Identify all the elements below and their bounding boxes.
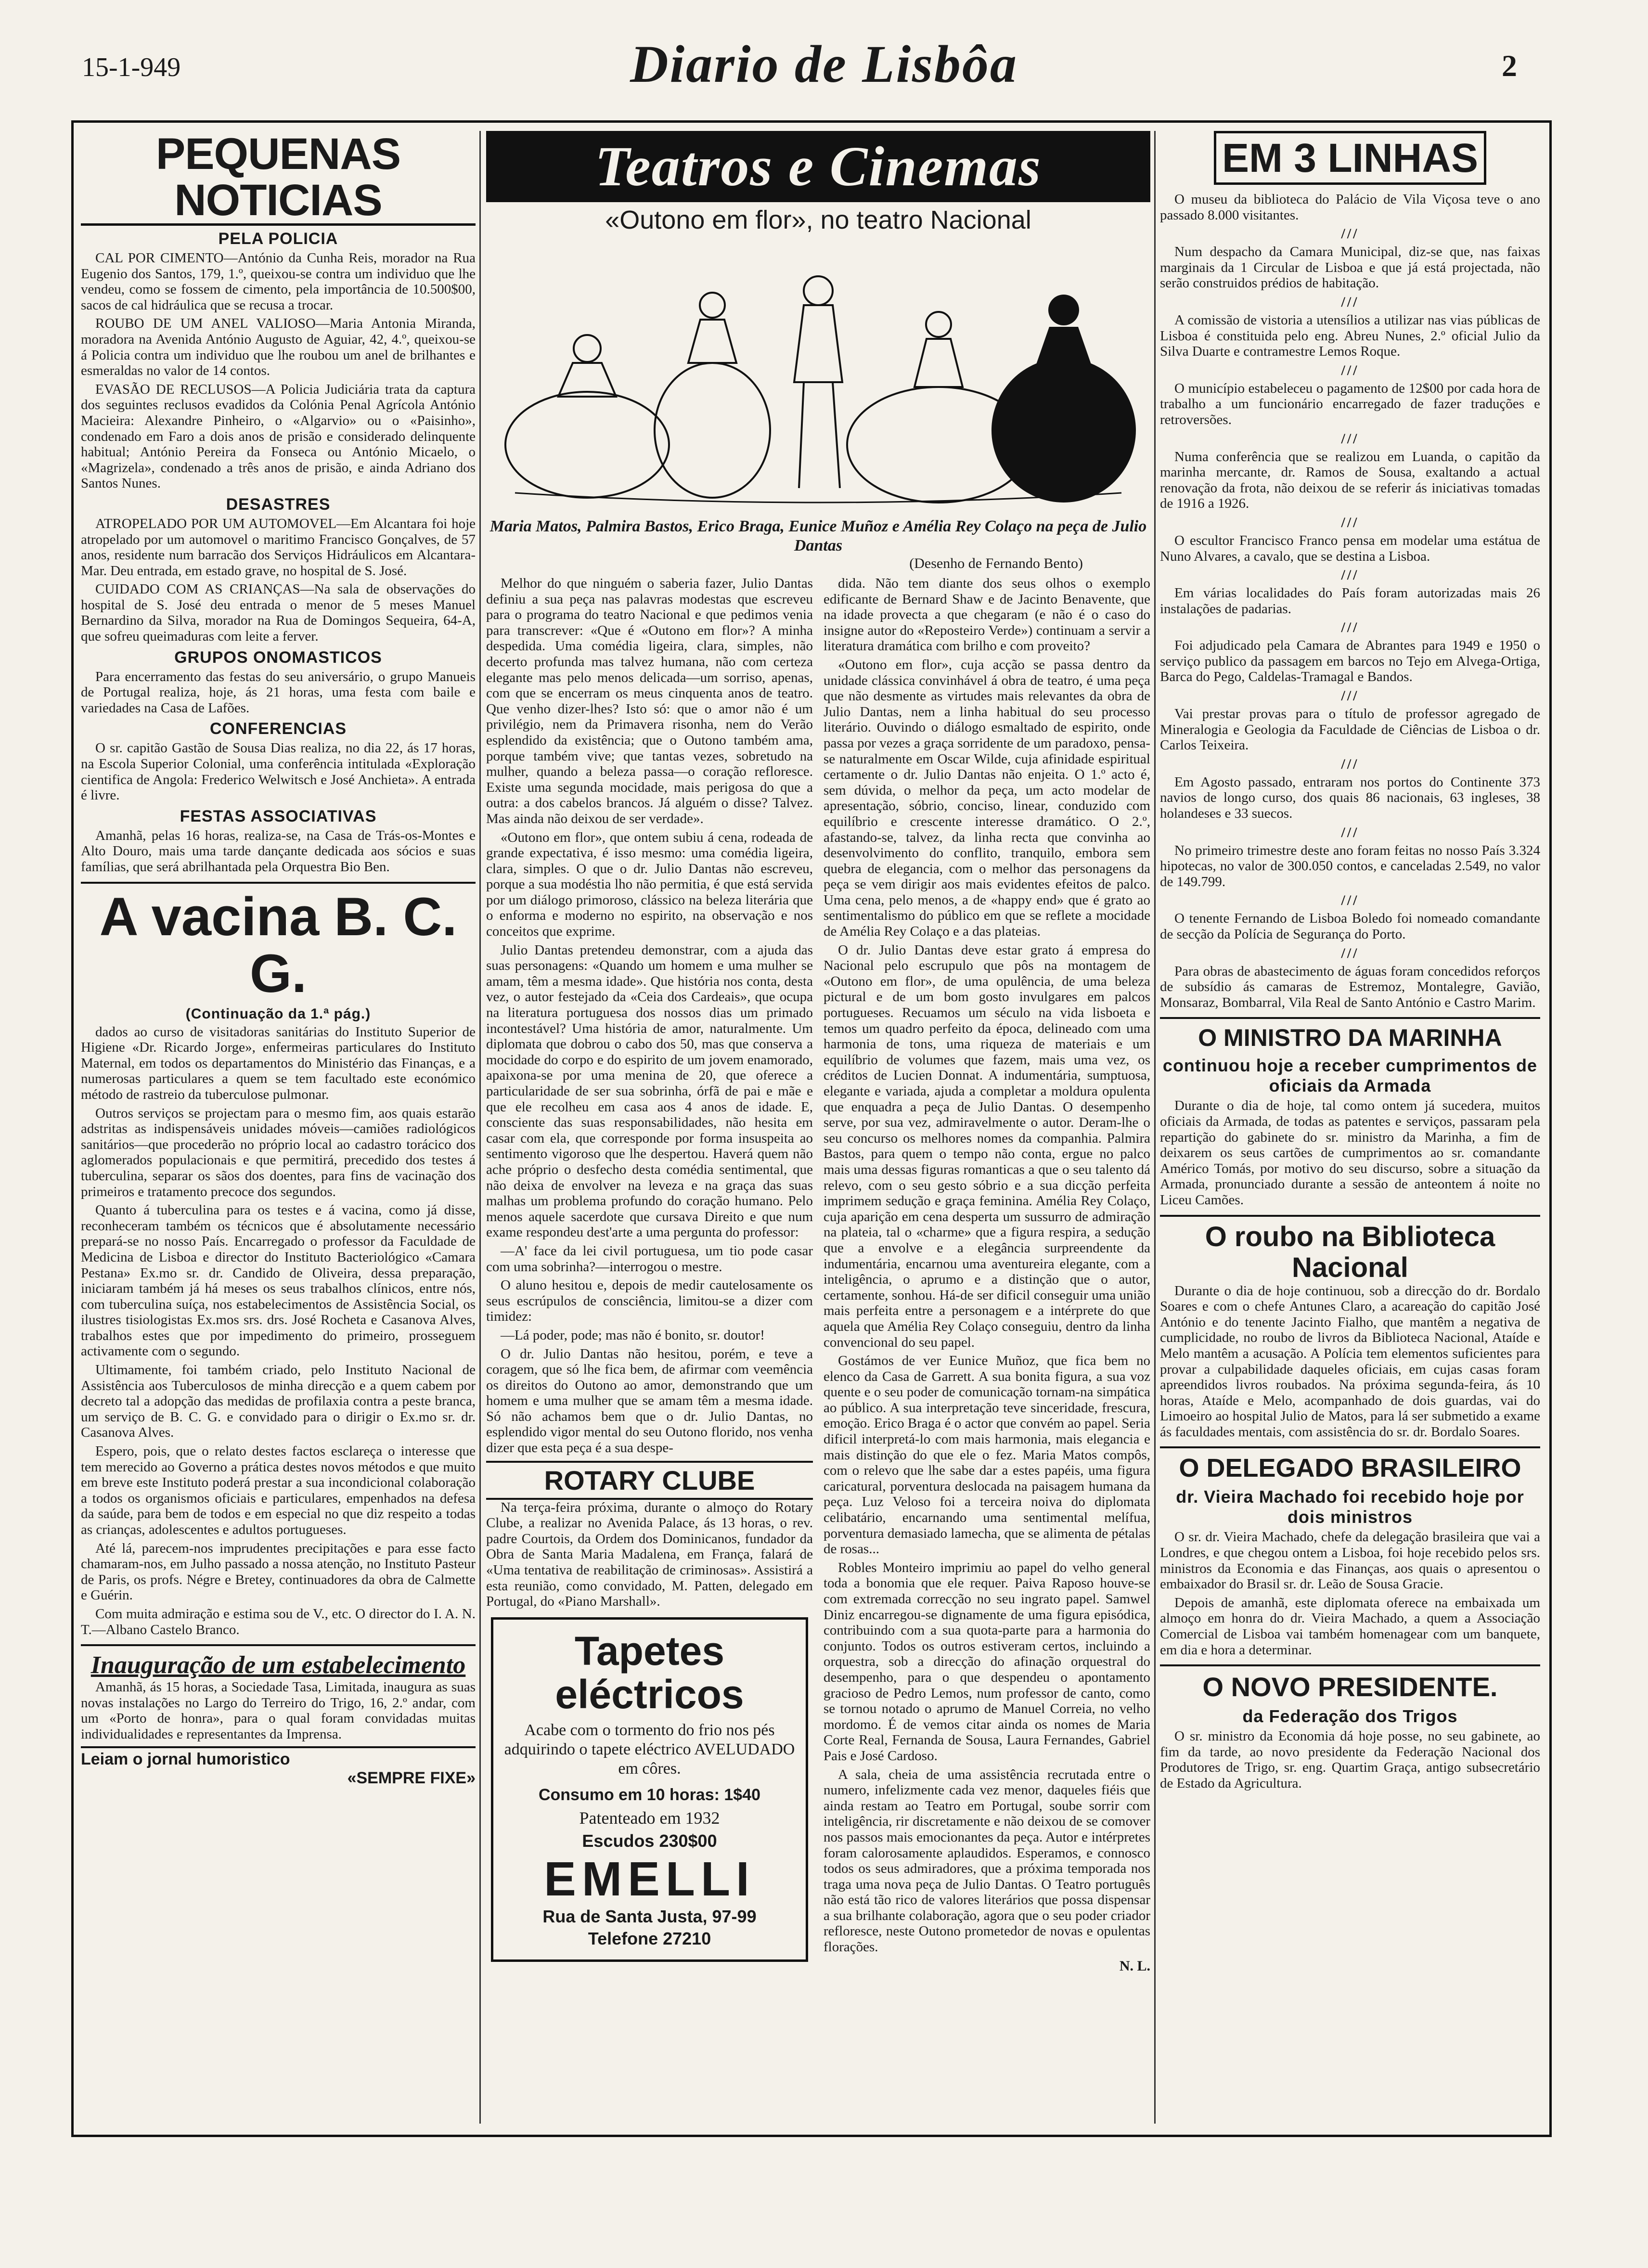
brief-item: Foi adjudicado pela Camara de Abrantes para 1949 e 1950 o serviço publico da passagem em barcos no Tejo em Alvega-Ortiga, Barca do Pego, Caldelas-Tramagal e Bandos. [1160,638,1540,685]
review-signature: N. L. [1119,1958,1150,1974]
news-paragraph: Amanhã, pelas 16 horas, realiza-se, na Casa de Trás-os-Montes e Alto Douro, mais uma tarde dançante dedicada aos sócios e suas famílias, que será abrilhantada pela Orquestra Bio Ben. [81,827,476,875]
issue-date: 15-1-949 [82,52,181,82]
article-paragraph: O sr. dr. Vieira Machado, chefe da delegação brasileira que vai a Londres, e que chegou ontem a Lisboa, foi hoje recebido pelos srs. ministros da Economia e das Finanças, aos quais o apresentou o embaixador do Brasil sr. dr. Leão de Sousa Gracie. [1160,1529,1540,1592]
brief-separator: /// [1341,824,1359,840]
review-paragraph: dida. Não tem diante dos seus olhos o exemplo edificante de Bernard Shaw e de Jacinto Benavente, que na idade provecta a que chegaram (e não é o caso do insigne autor do «Reposteiro Verde») continuam a servir a literatura dramática com brilho e com proveito? [824,576,1150,654]
rule [1160,1664,1540,1666]
ad-text: Patenteado em 1932 [579,1808,720,1828]
review-subcolumn-left [486,576,813,1974]
ad-title: Tapetes eléctricos [555,1628,744,1717]
illustration-credit: (Desenho de Fernando Bento) [909,555,1083,571]
news-paragraph: CUIDADO COM AS CRIANÇAS—Na sala de observações do hospital de S. José deu entrada o menor de 5 meses Manuel Bernardino da Silva, morador na Rua de Domingos Sequeira, 64-A, que sofreu queimaduras com leite a ferver. [81,581,476,644]
ministro-title: O MINISTRO DA MARINHA [1198,1024,1502,1052]
brief-item: O escultor Francisco Franco pensa em modelar uma estátua de Nuno Alvares, a cavalo, que se destina a Lisboa. [1160,532,1540,564]
review-paragraph: —A' face da lei civil portuguesa, um tio pode casar com uma sobrinha?—interrogou o mestre. [486,1243,813,1275]
rotary-box [486,1461,813,1500]
brief-separator: /// [1341,756,1359,772]
section-heading: GRUPOS ONOMASTICOS [174,648,382,667]
brief-separator: /// [1341,688,1359,704]
brief-item: Numa conferência que se realizou em Luanda, o capitão da marinha mercante, dr. Ramos de Sousa, exaltando a actual renovação da frota, não deixou de se referir ás iniciativas tomadas de 1916 a 1926. [1160,449,1540,512]
rule [81,1644,476,1646]
article-paragraph: Durante o dia de hoje continuou, sob a direcção do dr. Bordalo Soares e com o chefe Antunes Claro, a acareação do capitão José António e do tenente Jacinto Fialho, que mantêm a negativa de cumplicidade, no roubo de livros da Biblioteca Nacional, Ataíde e Melo mantêm a acusação. A Polícia tem elementos suficientes para provar a culpabilidade daqueles oficiais, em cujas casas foram apreendidos livros roubados. Na próxima segunda-feira, ás 10 horas, Ataíde e Melo, acompanhado de dois guardas, vai do Limoeiro ao hospital Julio de Matos, para lá ser submetido a exame ás faculdades mentais, com assistência do sr. dr. Bordalo Soares. [1160,1283,1540,1440]
presidente-subtitle: da Federação dos Trigos [1242,1706,1458,1727]
review-paragraph: O dr. Julio Dantas não hesitou, porém, e teve a coragem, que só lhe fica bem, de afirmar com veemência os direitos do Outono ao amor, demonstrando que um homem e uma mulher que se amam têm a mesma idade. Só não achamos bem que o dr. Julio Dantas, no esplendido vigor mental do seu Outono florido, nos venha dizer que esta peça é a sua despe- [486,1346,813,1456]
promo-line: «SEMPRE FIXE» [347,1768,476,1787]
news-paragraph: ROUBO DE UM ANEL VALIOSO—Maria Antonia Miranda, moradora na Avenida António Augusto de Aguiar, 42, 4.º, queixou-se á Policia contra um individuo que lhe roubou um anel de brilhantes e esmeraldas no valor de 14 contos. [81,316,476,379]
pequenas-noticias-title: PEQUENAS NOTICIAS [81,131,476,226]
brief-item: O museu da biblioteca do Palácio de Vila Viçosa teve o ano passado 8.000 visitantes. [1160,192,1540,223]
brief-separator: /// [1341,226,1359,242]
promo-box [81,1746,476,1788]
page-number: 2 [1502,49,1517,83]
rule [81,882,476,884]
theatre-headline: «Outono em flor», no teatro Nacional [605,206,1031,234]
article-paragraph: Até lá, parecem-nos imprudentes precipitações e para esse facto chamaram-nos, em Julho passado a nossa atenção, no Instituto Pasteur de Paris, os profs. Négre e Bretey, continuadores da obra de Calmette e Guérin. [81,1540,476,1603]
roubo-title: O roubo na Biblioteca Nacional [1205,1221,1495,1283]
newspaper-title: Diario de Lisbôa [630,35,1018,93]
left-column [81,131,476,2128]
delegado-title: O DELEGADO BRASILEIRO [1179,1454,1521,1483]
delegado-subtitle: dr. Vieira Machado foi recebido hoje por dois ministros [1176,1487,1524,1527]
section-heading: FESTAS ASSOCIATIVAS [180,807,377,825]
illustration-caption: Maria Matos, Palmira Bastos, Erico Braga, Eunice Muñoz e Amélia Rey Colaço na peça de Julio Dantas [489,517,1147,554]
article-paragraph: Depois de amanhã, este diplomata oferece na embaixada um almoço em honra do dr. Vieira Machado, a quem a Associação Comercial de Lisboa vai também homenagear com um banquete, em dia e hora a determinar. [1160,1595,1540,1658]
brief-separator: /// [1341,430,1359,447]
news-paragraph: O sr. capitão Gastão de Sousa Dias realiza, no dia 22, ás 17 horas, na Escola Superior Colonial, uma conferência intitulada «Exploração cientifica de Angola: Frederico Welwitsch e José Anchieta». A entrada é livre. [81,740,476,803]
article-paragraph: dados ao curso de visitadoras sanitárias do Instituto Superior de Higiene «Dr. Ricardo Jorge», enfermeiras particulares do Instituto Maternal, em todos os departamentos do Ministério das Finanças, e a numerosas particulares a quem se tem facultado este económico método de rastreio da tuberculose pulmonar. [81,1024,476,1102]
section-heading: DESASTRES [226,495,331,514]
review-paragraph: A sala, cheia de uma assistência recrutada entre o numero, infelizmente cada vez menor, daqueles fiéis que ainda restam ao Teatro em Portugal, soube sorrir com inteligência, rir discretamente e não deixou de se comover nos passos mais emocionantes da peça. Autor e intérpretes foram calorosamente aplaudidos. Esperamos, e connosco todos os seus admiradores, que a próxima temporada nos traga uma nova peça de Julio Dantas. O Teatro português não está tão rico de valores literários que possa dispensar a sua brilhante colaboração, agora que o seu poder criador refloresce, neste Outono prometedor de novas e opulentas florações. [824,1766,1150,1955]
vacina-subtitle: (Continuação da 1.ª pág.) [185,1005,371,1022]
brief-separator: /// [1341,362,1359,378]
article-paragraph: Amanhã, ás 15 horas, a Sociedade Tasa, Limitada, inaugura as suas novas instalações no Largo do Terreiro do Trigo, 16, 2.º andar, com um «Porto de honra», para o qual foram convidadas muitas individualidades e representantes da Imprensa. [81,1679,476,1742]
promo-line: Leiam o jornal humoristico [81,1750,290,1768]
presidente-title: O NOVO PRESIDENTE. [1202,1672,1498,1702]
em-3-linhas-title: EM 3 LINHAS [1214,131,1486,185]
article-paragraph: Espero, pois, que o relato destes factos esclareça o interesse que tem merecido ao Governo a prática destes novos métodos e que muito em breve este Instituto poderá prestar a sua incondicional colaboração a todos os organismos oficiais e particulares, empenhados na defesa da saúde, para bem de todos e em especial no que diz respeito a todas as crianças, adolescentes e adultos portugueses. [81,1443,476,1537]
column-divider [479,131,481,2124]
review-paragraph: Julio Dantas pretendeu demonstrar, com a ajuda das suas personagens: «Quando um homem e uma mulher se amam, têm a mesma idade». Que história nos conta, desta vez, o autor festejado da «Ceia dos Cardeais», que ocupa na literatura portuguesa dos nossos dias um primado incontestável? Uma história de amor, naturalmente. Um diplomata que dobrou o cabo dos 50, mas que conserva a mocidade do corpo e do espirito de um jovem enamorado, apaixona-se por uma menina de 20, que oferece a particularidade de ser sua sobrinha, órfã de pai e mãe e que ele recolheu em casa aos 4 anos de idade. E, consciente das suas responsabilidades, não hesita em casar com ela, que corresponde por forma insuspeita ao sentimento vigoroso que lhe despertou. Haverá quem não ache próprio o desfecho desta comédia sentimental, que não deixa de envolver na leveza e na graça das suas malhas um problema profundo do coração humano. Pelo menos aquele sacerdote que cursava Direito e que num exame respondeu dest'arte a uma pergunta do professor: [486,942,813,1240]
article-paragraph: Outros serviços se projectam para o mesmo fim, aos quais estarão adstritas as indispensáveis unidades móveis—camiões radiológicos sanitários—que procederão no próprio local ao cadastro torácico dos aglomerados populacionais e que permitirá, precedido dos testes á tuberculina, separar os sãos dos doentes, para fins de vacinação dos primeiros e tratamento precoce dos segundos. [81,1105,476,1199]
article-paragraph: Quanto á tuberculina para os testes e á vacina, como já disse, reconheceram também os técnicos que é absolutamente necessário prepará-se no nosso País. Encarregado o professor da Faculdade de Medicina de Lisboa e director do Instituto Bacteriológico «Camara Pestana» Ex.mo sr. dr. Candido de Oliveira, dessa preparação, iniciaram também já há meses os seus trabalhos clínicos, entre nós, com tuberculina suíça, nos estabelecimentos de Assistência Social, os ilustres tisiologistas Ex.mos srs. drs. José Rocheta e Casanova Alves, trabalhos estes que por impedimento do primeiro, prosseguem activamente com o segundo. [81,1202,476,1359]
brief-item: Vai prestar provas para o título de professor agregado de Mineralogia e Geologia da Faculdade de Ciências de Lisboa o dr. Carlos Teixeira. [1160,706,1540,753]
ad-text: Acabe com o tormento do frio nos pés adquirindo o tapete eléctrico AVELUDADO em côres. [504,1721,795,1778]
rule [1160,1017,1540,1019]
ad-address: Rua de Santa Justa, 97-99 [542,1906,757,1926]
brief-item: O tenente Fernando de Lisboa Boledo foi nomeado comandante de secção da Polícia de Segurança do Porto. [1160,911,1540,942]
column-divider [1154,131,1156,2124]
ministro-subtitle: continuou hoje a receber cumprimentos de oficiais da Armada [1162,1056,1538,1096]
brief-item: No primeiro trimestre deste ano foram feitas no nosso País 3.324 hipotecas, no valor de 300.050 contos, e canceladas 2.549, no valor de 149.799. [1160,842,1540,889]
right-column [1160,131,1540,2128]
article-paragraph: Com muita admiração e estima sou de V., etc. O director do I. A. N. T.—Albano Castelo Branco. [81,1606,476,1637]
brief-item: A comissão de vistoria a utensílios a utilizar nas vias públicas de Lisboa é constituida pelo eng. Abreu Nunes, 2.º oficial Julio da Silva Duarte e contramestre Lemos Roque. [1160,312,1540,360]
theatre-illustration [486,238,1150,517]
brief-item: Num despacho da Camara Municipal, diz-se que, nas faixas marginais da 1 Circular de Lisboa e que já está projectada, não serão construidos prédios de habitação. [1160,244,1540,291]
masthead [0,0,1648,125]
ad-text: Escudos 230$00 [582,1830,717,1851]
brief-separator: /// [1341,514,1359,530]
review-paragraph: —Lá poder, pode; mas não é bonito, sr. doutor! [501,1327,765,1343]
news-paragraph: CAL POR CIMENTO—António da Cunha Reis, morador na Rua Eugenio dos Santos, 179, 1.º, queixou-se contra um individuo que lhe vendeu, como se fossem de cimento, pela importância de 10.500$00, sacos de cal hidráulica que se recusa a trocar. [81,250,476,313]
teatros-cinemas-banner: Teatros e Cinemas [486,131,1150,202]
review-paragraph: Robles Monteiro imprimiu ao papel do velho general toda a bonomia que ele requer. Paiva Raposo houve-se com extremada correcção no seu ingrato papel. Samwel Diniz encarregou-se dignamente de uma figura episódica, contribuindo com a sua quota-parte para a harmonia do conjunto. Todos os outros estiveram certos, incluindo a orquestra, sob a direcção do afinação orquestral do desempenho, para o que despendeu o apontamento gracioso de Pedro Lemos, num professor de canto, como se tornou notado o aprumo de Manuel Correia, no velho mordomo. É de vemos citar ainda os nomes de Maria Corte Real, Fernanda de Sousa, Laura Fernandes, Gabriel Pais e José Cardoso. [824,1559,1150,1764]
rotary-title: ROTARY CLUBE [544,1465,755,1495]
section-heading: PELA POLICIA [218,230,338,248]
brief-item: Em várias localidades do País foram autorizadas mais 26 instalações de padarias. [1160,585,1540,617]
brief-item: O município estabeleceu o pagamento de 12$00 por cada hora de trabalho a um funcionário encarregado de fazer traduções e retroversões. [1160,380,1540,427]
ad-telephone: Telefone 27210 [588,1928,711,1948]
vacina-title: A vacina B. C. G. [99,886,457,1004]
brief-separator: /// [1341,945,1359,961]
rule [1160,1215,1540,1217]
tapetes-advertisement [491,1617,808,1962]
inauguracao-title: Inauguração de um estabelecimento [90,1651,466,1679]
article-paragraph: O sr. ministro da Economia dá hoje posse, no seu gabinete, ao fim da tarde, ao novo presidente da Federação Nacional dos Produtores de Trigo, sr. eng. Quartim Graça, antigo subsecretário de Estado da Agricultura. [1160,1728,1540,1791]
news-paragraph: ATROPELADO POR UM AUTOMOVEL—Em Alcantara foi hoje atropelado por um automovel o maritimo Francisco Gonçalves, de 57 anos, residente num barracão dos Serviços Hidráulicos em Alcantara-Mar. Deu entrada, em estado grave, no hospital de S. José. [81,515,476,579]
ad-text: Consumo em 10 horas: 1$40 [538,1785,761,1804]
brief-separator: /// [1341,567,1359,583]
review-subcolumn-right [824,576,1150,1974]
article-paragraph: Ultimamente, foi também criado, pelo Instituto Nacional de Assistência aos Tuberculosos de minha direcção e a quem cabem por decreto tal a adopção das medidas de profilaxia contra a peste branca, um serviço de B. C. G. e convidado para o dirigir o Ex.mo sr. dr. Casanova Alves. [81,1362,476,1441]
center-column [486,131,1150,2128]
brief-item: Para obras de abastecimento de águas foram concedidos reforços de subsídio ás camaras de Estremoz, Montalegre, Gavião, Monsaraz, Bombarral, Vila Real de Santo António e Castro Marim. [1160,963,1540,1010]
review-paragraph: O aluno hesitou e, depois de medir cautelosamente os seus escrúpulos de consciência, limitou-se a dizer com timidez: [486,1277,813,1325]
rule [1160,1446,1540,1448]
review-paragraph: Melhor do que ninguém o saberia fazer, Julio Dantas definiu a sua peça nas palavras modestas que escreveu para o programa do teatro Nacional e que pedimos venia para transcrever: «Que é «Outono em flor»? A minha despedida. Uma comédia ligeira, clara, simples, não decerto profunda mas talvez humana, não com certeza elegante mas pelo menos delicada—um sorriso, apenas, com que se encerram os meus cinquenta anos de teatro. Que venho dizer-lhes? Isto só: que o amor não é um privilégio, nem da Primavera risonha, nem do Verão esplendido da existência; que o Outono também ama, porque também vive; que tantas vezes, sobretudo na mulher, quando a beleza passa—o coração refloresce. Existe uma segunda mocidade, mais perigosa do que a outra: a dos cabelos brancos. Já alguém o disse? Talvez. Mas ainda não deixou de ser verdade». [486,576,813,826]
news-paragraph: Para encerramento das festas do seu aniversário, o grupo Manueis de Portugal realiza, hoje, ás 21 horas, uma festa com baile e variedades na Casa de Lafões. [81,669,476,716]
brief-separator: /// [1341,294,1359,310]
ad-brand: EMELLI [544,1852,755,1906]
review-paragraph: O dr. Julio Dantas deve estar grato á empresa do Nacional pelo escrupulo que pôs na montagem de «Outono em flor», de uma opulência, de uma beleza pictural e de um bom gosto invulgares em palcos portugueses. Recuamos um século na vida lisboeta e temos um quadro perfeito da época, delineado com uma harmonia de tons, uma riqueza de materiais e um equilíbrio de volumes que fazem, mais uma vez, os créditos de Lucien Donnat. A indumentária, sumptuosa, elegante e variada, ajuda a completar a moldura opulenta que enquadra a peça de Julio Dantas. O desempenho serve, por sua vez, admiravelmente o autor. Deram-lhe o seu concurso os melhores nomes da companhia. Palmira Bastos, para quem o tempo não conta, ergue no palco mais uma dessas figuras romanticas a que o seu talento dá relevo, com o seu gesto sóbrio e a sua dicção perfeita imprimem sedução e graça feminina. Amélia Rey Colaço, cuja aparição em cena desperta um sussurro de admiração na plateia, tal o «charme» que a figura respira, a sedução que a envolve e a elegância surpreendente da indumentária, encarnou uma aventureira elegante, com a inteligência, o aprumo e a distinção que o autor, certamente, sonhou. Há-de ser dificil conseguir uma união mais perfeita entre a personagem e a intérprete do que aquela que Amélia Rey Colaço conseguiu, dentro da linha convencional do seu papel. [824,942,1150,1350]
brief-item: Em Agosto passado, entraram nos portos do Continente 373 navios de longo curso, dos quais 86 nacionais, 63 ingleses, 38 holandeses e 33 suecos. [1160,774,1540,822]
review-paragraph: «Outono em flor», que ontem subiu á cena, rodeada de grande expectativa, é isso mesmo: uma comédia ligeira, clara, simples. O que o dr. Julio Dantas não escreveu, porque a sua modéstia lho não permitia, é que está servida por um diálogo primoroso, clássico na beleza literária que o enforma e moderno no espirito, na observação e nos conceitos que exprime. [486,829,813,940]
review-paragraph: «Outono em flor», cuja acção se passa dentro da unidade clássica convinhável á obra de teatro, é uma peça que não desmente as virtudes mais relevantes da obra de Julio Dantas, nem a linha habitual do seu processo literário. Ouvindo o diálogo esmaltado de espirito, onde passa por vezes a graça sorridente de um paradoxo, pensa-se naturalmente em Oscar Wilde, cuja afinidade espiritual certamente o dr. Julio Dantas não enjeita. O 1.º acto é, sem dúvida, o melhor da peça, um acto modelar de apresentação, sóbrio, conciso, linear, conduzido com equilíbrio e crescente interesse dramático. O 2.º, afastando-se, talvez, da linha recta que convinha ao desenvolvimento do conflito, tranquilo, embora sem quebra de elegancia, com o melhor das personagens da peça se vem dirigir aos mais evidentes efeitos de palco. Uma cena, pelo menos, a de «happy end» que é grato ao sentimentalismo do público em que se reflete a mocidade de Amélia Rey Colaço e a das plateias. [824,657,1150,940]
review-paragraph: Gostámos de ver Eunice Muñoz, que fica bem no elenco da Casa de Garrett. A sua bonita figura, a sua voz quente e o seu poder de comunicação tornam-na simpática ao público. A sua interpretação teve sinceridade, frescura, emoção. Erico Braga é o actor que convém ao papel. Seria dificil interpretá-lo com mais harmonia, mais elegancia e mais distinção do que ele o fez. Maria Matos compôs, com o relevo que lhe sabe dar a estes papéis, uma figura caricatural, porventura deslocada na paisagem humana da peça. Luz Veloso foi a terceira noiva do diplomata celibatário, encarnando uma sentimental melífua, porventura demasiado lamecha, que se alimenta de pétalas de rosas... [824,1353,1150,1557]
news-paragraph: EVASÃO DE RECLUSOS—A Policia Judiciária trata da captura dos seguintes reclusos evadidos da Colónia Penal Agrícola António Macieira: Alexandre Pinheiro, o «Algarvio» ou o «Paisinho», condenado em Faro a dois anos de prisão e considerado delinquente habitual; António Pereira da Fonseca ou António Micaelo, o «Magrizela», condenado a três anos de prisão, e ainda Adriano dos Santos Nunes. [81,381,476,491]
section-heading: CONFERENCIAS [209,720,347,738]
briefs-list [1160,192,1540,1010]
rotary-paragraph: Na terça-feira próxima, durante o almoço do Rotary Clube, a realizar no Avenida Palace, ás 13 horas, o rev. padre Courtois, da Ordem dos Dominicanos, fundador da Obra de Santa Maria Madalena, em França, falará de «Uma tentativa de reabilitação de criminosas». Assistirá a esta reunião, como convidado, M. Patten, delegado em Portugal, do «Piano Marshall». [486,1499,813,1610]
brief-separator: /// [1341,892,1359,909]
article-paragraph: Durante o dia de hoje, tal como ontem já sucedera, muitos oficiais da Armada, de todas as patentes e serviços, passaram pela repartição do gabinete do sr. ministro da Marinha, a fim de deixarem os seus cartões de cumprimentos ao sr. comandante Américo Tomás, por motivo do seu discurso, sobre a situação da Armada, pronunciado durante a sessão de anteontem á noite no Liceu Camões. [1160,1098,1540,1208]
brief-separator: /// [1341,619,1359,636]
